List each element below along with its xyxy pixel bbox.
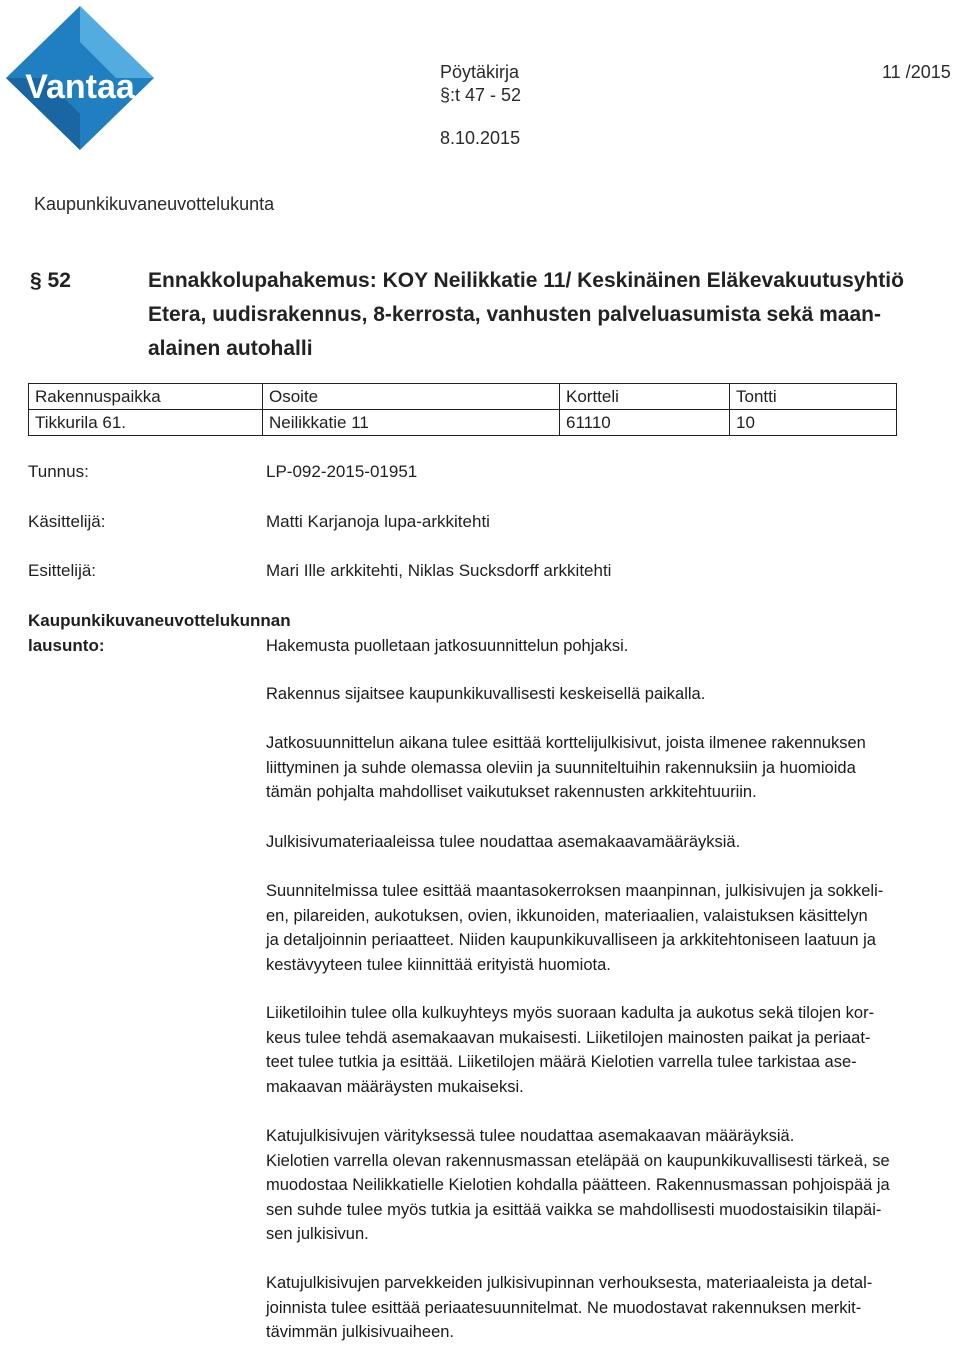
section-number: § 52 [30, 269, 71, 292]
site-table-row [29, 410, 897, 436]
site-table [28, 383, 897, 436]
paragraph-line: Katujulkisivujen värityksessä tulee noudattaa asemakaavan määräyksiä. [266, 1127, 795, 1145]
section-title-line: Ennakkolupahakemus: KOY Neilikkatie 11/ Keskinäinen Eläkevakuutusyhtiö [148, 269, 904, 292]
lausunto-label-line2: lausunto: [28, 636, 105, 655]
paragraph-line: Liiketiloihin tulee olla kulkuyhteys myös suoraan kadulta ja aukotus sekä tilojen kor- [266, 1004, 875, 1022]
committee-name: Kaupunkikuvaneuvottelukunta [34, 194, 275, 214]
statement-paragraph [266, 830, 960, 855]
site-table-cell: Tikkurila 61. [29, 410, 263, 436]
paragraph-line: Jatkosuunnittelun aikana tulee esittää korttelijulkisivut, joista ilmenee rakennuksen [266, 734, 866, 752]
tunnus-label: Tunnus: [28, 462, 89, 481]
section-title [148, 264, 948, 366]
site-table-header-row [29, 384, 897, 410]
site-table-header-cell: Rakennuspaikka [29, 384, 263, 410]
paragraph-line: sen suhde tulee myös tutkia ja esittää vaikka se mahdollisesti muodostaisikin tilapäi- [266, 1200, 882, 1219]
site-table-header-cell: Tontti [730, 384, 897, 410]
site-table-header-cell: Kortteli [560, 384, 730, 410]
logo-text: Vantaa [25, 68, 135, 106]
lausunto-label-line1: Kaupunkikuvaneuvottelukunnan [28, 611, 291, 630]
site-table-cell: 61110 [560, 410, 730, 436]
site-table-cell: Neilikkatie 11 [263, 410, 560, 436]
statement-paragraph [266, 1001, 960, 1099]
paragraph-line: Katujulkisivujen parvekkeiden julkisivupinnan verhouksesta, materiaaleista ja detal- [266, 1274, 873, 1292]
meeting-date: 8.10.2015 [440, 128, 521, 148]
tunnus-value: LP-092-2015-01951 [266, 462, 418, 481]
paragraph-line: makaavan määräysten mukaiseksi. [266, 1077, 524, 1096]
paragraph-line: Julkisivumateriaaleissa tulee noudattaa asemakaavamääräyksiä. [266, 833, 741, 851]
statement-paragraph [266, 1271, 960, 1345]
statement-paragraph [266, 682, 960, 707]
paragraph-line: tävimmän julkisivuaiheen. [266, 1323, 455, 1341]
section-title-line: alainen autohalli [148, 337, 313, 360]
paragraph-line: en, pilareiden, aukotuksen, ovien, ikkunoiden, materiaalien, valaistuksen käsittelyn [266, 906, 868, 925]
paragraph-line: ja detaljoinnin periaatteet. Niiden kaupunkikuvalliseen ja arkkitehtoniseen laatuun ja [266, 931, 876, 949]
paragraph-line: sen julkisivun. [266, 1225, 369, 1243]
esittelija-label: Esittelijä: [28, 561, 97, 580]
kasittelija-label: Käsittelijä: [28, 512, 106, 531]
paragraph-line: keus tulee tehdä asemakaavan mukaisesti. Liiketilojen mainosten paikat ja periaat- [266, 1028, 871, 1047]
site-table-header-cell: Osoite [263, 384, 560, 410]
statement-paragraph [266, 731, 960, 805]
paragraph-line: muodostaa Neilikkatielle Kielotien kohdalla päätteen. Rakennusmassan pohjoispää ja [266, 1176, 890, 1194]
paragraph-line: teet tulee tutkia ja esittää. Liiketilojen määrä Kielotien varrella tulee tarkistaa ase- [266, 1053, 857, 1071]
paragraph-line: joinnista tulee esittää periaatesuunnitelmat. Ne muodostavat rakennuksen merkit- [266, 1298, 862, 1317]
site-table-cell: 10 [730, 410, 897, 436]
paragraph-line: Suunnitelmissa tulee esittää maantasokerroksen maanpinnan, julkisivujen ja sokkeli- [266, 882, 884, 900]
paragraph-line: liittyminen ja suhde olemassa oleviin ja suunniteltuihin rakennuksiin ja huomioida [266, 758, 856, 777]
statement-paragraph [266, 1124, 960, 1247]
paragraph-line: Hakemusta puolletaan jatkosuunnittelun pohjaksi. [266, 637, 629, 655]
doc-type: Pöytäkirja [440, 62, 520, 82]
vantaa-logo [4, 4, 156, 152]
paragraph-line: Kielotien varrella olevan rakennusmassan eteläpää on kaupunkikuvallisesti tärkeä, se [266, 1151, 890, 1170]
paragraph-line: tämän pohjalta mahdolliset vaikutukset rakennusten arkkitehtuuriin. [266, 783, 757, 801]
section-title-line: Etera, uudisrakennus, 8-kerrosta, vanhusten palveluasumista sekä maan- [148, 303, 881, 326]
kasittelija-value: Matti Karjanoja lupa-arkkitehti [266, 512, 490, 531]
esittelija-value: Mari Ille arkkitehti, Niklas Sucksdorff arkkitehti [266, 561, 612, 580]
section-range: §:t 47 - 52 [440, 85, 522, 105]
statement-paragraph [266, 634, 960, 659]
statement-paragraph [266, 879, 960, 977]
doc-number: 11 /2015 [882, 62, 951, 82]
paragraph-line: Rakennus sijaitsee kaupunkikuvallisesti keskeisellä paikalla. [266, 685, 706, 703]
paragraph-line: kestävyyteen tulee kiinnittää erityistä huomiota. [266, 955, 611, 974]
